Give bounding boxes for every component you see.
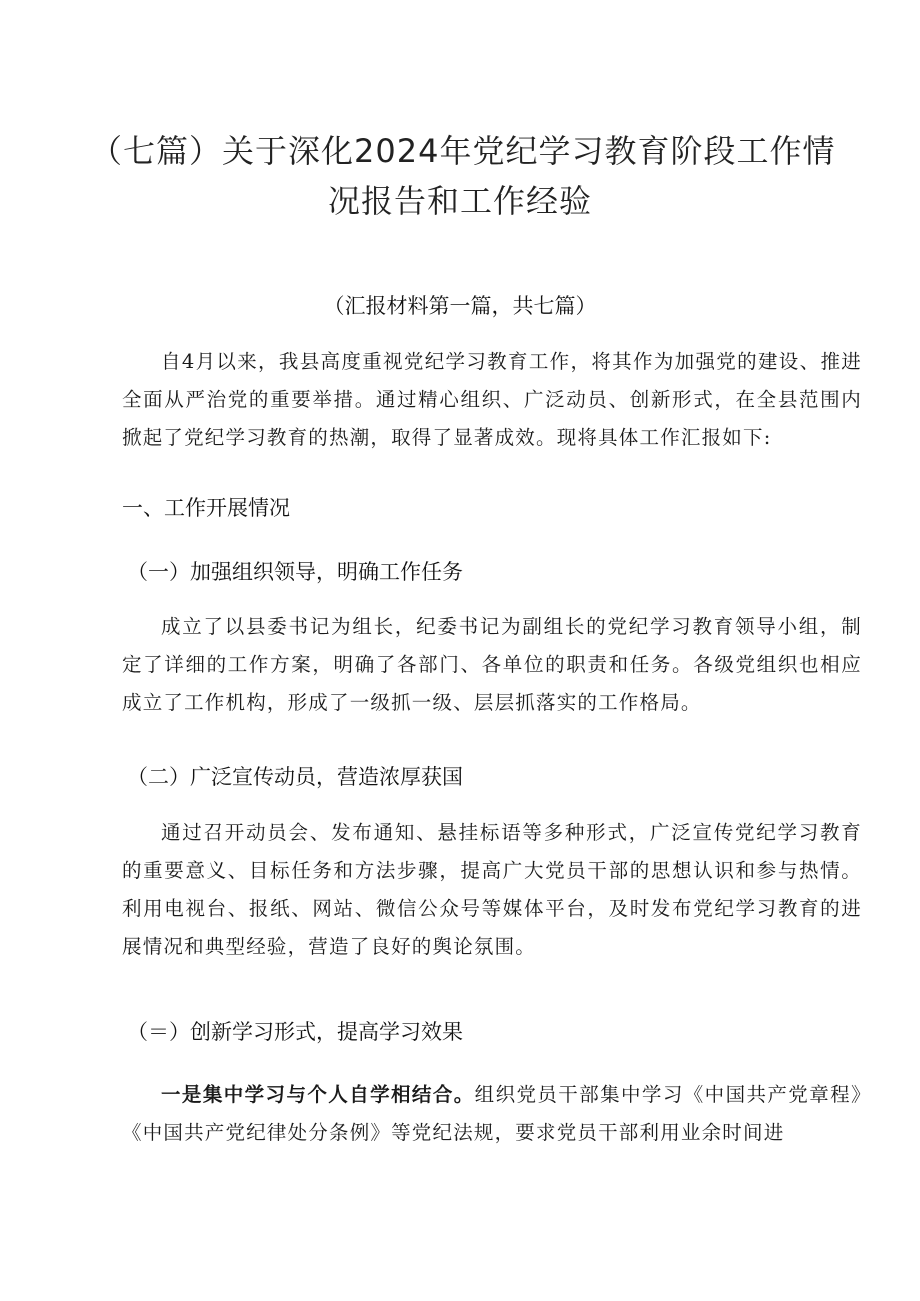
- subsection-heading-2: （二）广泛宣传动员，营造浓厚获国: [127, 765, 463, 789]
- subsection-3-lead-text: 一是集中学习与个人自学相结合。: [161, 1083, 475, 1106]
- subsection-2-paragraph: 通过召开动员会、发布通知、悬挂标语等多种形式，广泛宣传党纪学习教育的重要意义、目标任务和方法步骤，提高广大党员干部的思想认识和参与热情。利用电视台、报纸、网站、微信公众号等媒体平台，及时发布党纪学习教育的进展情况和典型经验，营造了良好的舆论氛围。: [122, 821, 862, 958]
- subsection-heading-1: （一）加强组织领导，明确工作任务: [127, 560, 463, 584]
- document-title-line-2: 况报告和工作经验: [327, 182, 592, 220]
- intro-paragraph: 自4月以来，我县高度重视党纪学习教育工作，将其作为加强党的建设、推进全面从严治党的重要举措。通过精心组织、广泛动员、创新形式，在全县范围内掀起了党纪学习教育的热潮，取得了显著成效。现将具体工作汇报如下:: [122, 350, 862, 449]
- document-subtitle: （汇报材料第一篇，共七篇）: [323, 294, 597, 318]
- document-title-line-1: （七篇）关于深化2024年党纪学习教育阶段工作情: [90, 132, 836, 170]
- subsection-3-paragraph: [122, 1076, 862, 1152]
- subsection-heading-3: （＝）创新学习形式，提高学习效果: [127, 1020, 463, 1044]
- subsection-1-paragraph: 成立了以县委书记为组长，纪委书记为副组长的党纪学习教育领导小组，制定了详细的工作方案，明确了各部门、各单位的职责和任务。各级党组织也相应成立了工作机构，形成了一级抓一级、层层抓落实的工作格局。: [122, 615, 862, 714]
- section-heading-1: 一、工作开展情况: [122, 496, 290, 520]
- subsection-3-body-text: 组织党员干部集中学习《中国共产党章程》《中国共产党纪律处分条例》等党纪法规，要求党员干部利用业余时间进: [122, 1083, 862, 1144]
